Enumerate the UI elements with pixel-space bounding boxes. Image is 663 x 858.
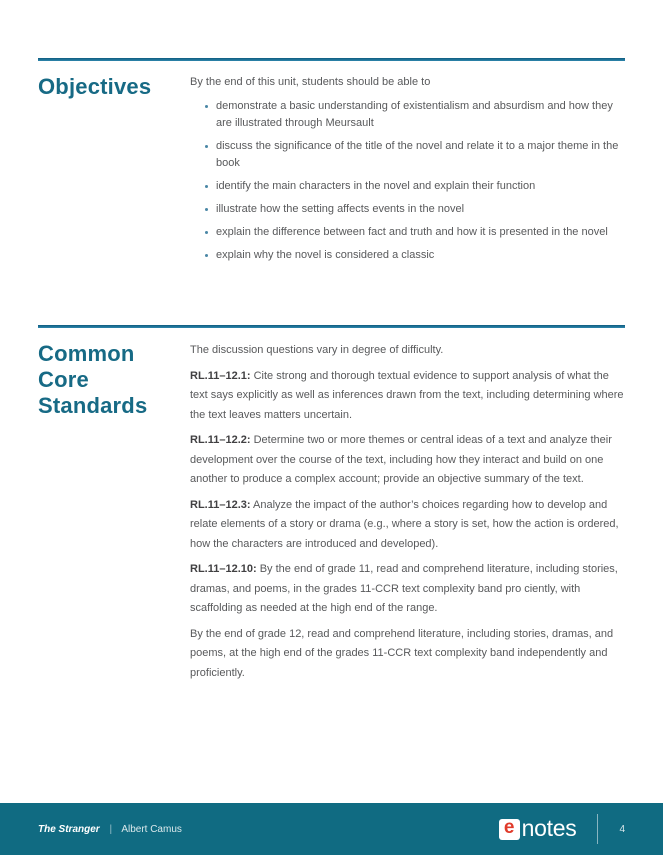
objectives-list [204,98,625,264]
common-core-content-column [190,341,625,689]
standard-text: Analyze the impact of the author’s choices regarding how to develop and relate elements of a story or drama (e.g., where a story is set, how the action is ordered, how the characters are introduced and developed). [190,498,619,550]
standard-paragraph [190,560,625,619]
objective-item: explain the difference between fact and truth and how it is presented in the novel [204,224,625,241]
standard-code: RL.11–12.2: [190,434,251,446]
page-number: 4 [619,823,625,835]
objective-item: demonstrate a basic understanding of existentialism and absurdism and how they are illustrated through Meursault [204,98,625,132]
section-divider-rule [38,58,625,61]
objectives-heading-column [38,74,190,270]
objectives-intro: By the end of this unit, students should be able to [190,76,431,88]
standard-code: RL.11–12.1: [190,369,251,382]
objective-item: explain why the novel is considered a classic [204,247,625,264]
closing-paragraph: By the end of grade 12, read and comprehend literature, including stories, dramas, and poems, at the high end of the grades 11-CCR text complexity band independently and proficiently. [190,627,614,679]
footer-separator: | [109,823,113,835]
objectives-heading: Objectives [38,74,152,99]
objective-item: discuss the significance of the title of the novel and relate it to a major theme in the book [204,138,625,172]
standard-text: Determine two or more themes or central ideas of a text and analyze their development over the course of the text, including how they interact and build on one another to produce a complex account; provide an objective summary of the text. [190,434,612,485]
standard-paragraph [190,496,625,555]
page-footer [0,803,663,855]
standard-code: RL.11–12.3: [190,498,251,511]
objectives-content-column [190,74,625,270]
enotes-logo-text: notes [521,814,577,841]
standard-paragraph [190,367,625,426]
standard-text: By the end of grade 11, read and comprehend literature, including stories, dramas, and poems, in the grades 11-CCR text complexity band pro ciently, with scaffolding as needed at the high end of the range. [190,563,618,614]
standard-text: Cite strong and thorough textual evidence to support analysis of what the text says explicitly as well as inferences drawn from the text, including determining where the text leaves matters uncertain. [190,369,624,421]
common-core-section [38,341,625,689]
section-divider-rule [38,325,625,328]
footer-divider [597,814,598,844]
footer-book-title: The Stranger [38,823,100,835]
standard-paragraph [190,431,625,490]
common-core-heading-column [38,341,190,689]
standard-code: RL.11–12.10: [190,563,257,575]
enotes-logo [499,814,577,842]
common-core-heading: Common Core Standards [38,341,148,418]
common-core-intro: The discussion questions vary in degree of difficulty. [190,344,444,356]
footer-book-info [38,824,182,835]
objective-item: illustrate how the setting affects events in the novel [204,201,625,218]
objectives-section [38,74,625,270]
footer-author: Albert Camus [121,823,182,835]
objective-item: identify the main characters in the novel and explain their function [204,178,625,195]
enotes-e-badge-icon: e [499,819,520,840]
footer-right-group [499,814,625,844]
